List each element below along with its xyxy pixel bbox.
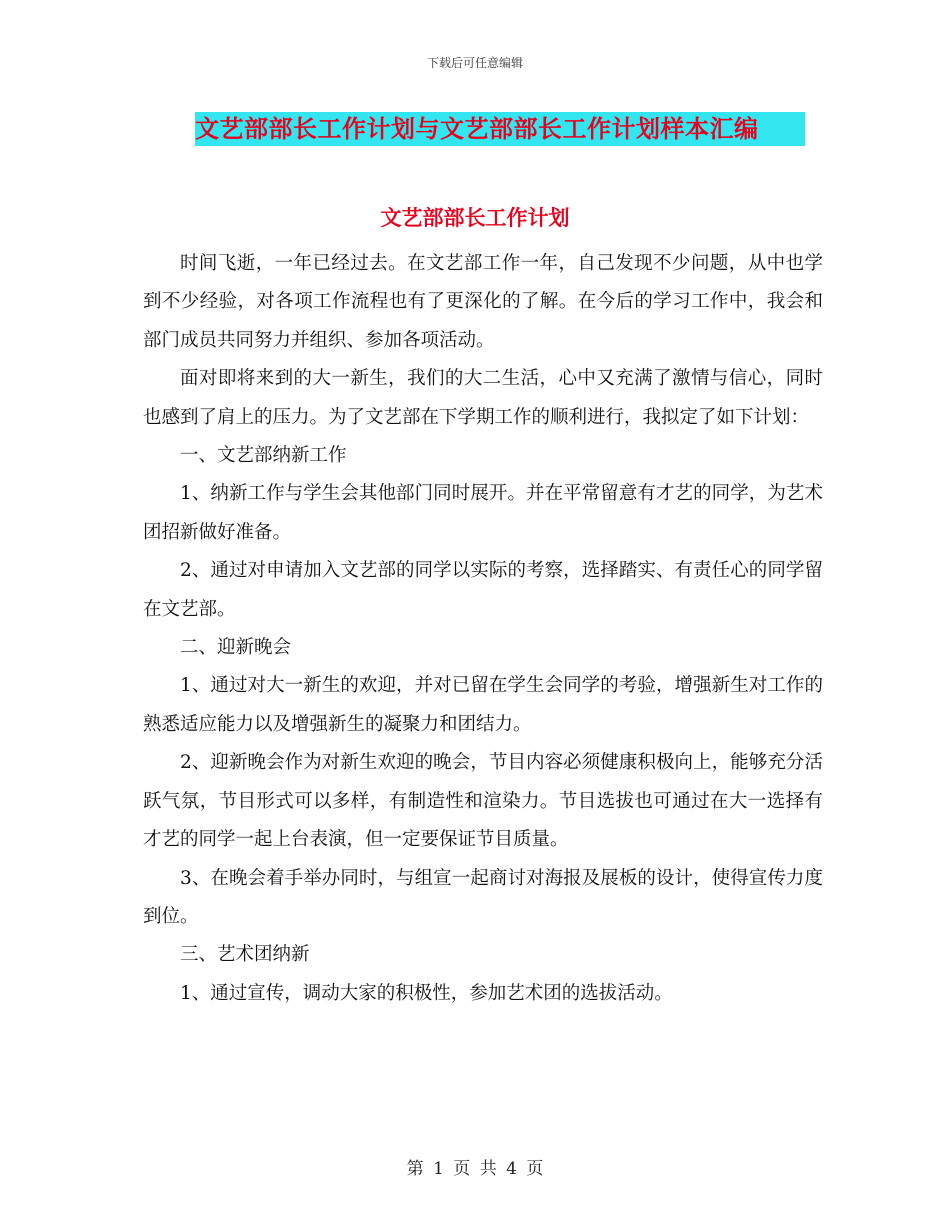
document-title: 文艺部部长工作计划与文艺部部长工作计划样本汇编 [195,115,759,143]
heading-welcome-party: 二、迎新晚会 [180,637,292,659]
paragraph-intro: 时间飞逝，一年已经过去。在文艺部工作一年，自己发现不少问题，从中也学到不少经验，对各项工作流程也有了更深化的了解。在今后的学习工作中，我会和部门成员共同努力并组织、参加各项活动。 [143,253,823,351]
paragraph-welcome-party-3: 3、在晚会着手举办同时，与组宣一起商讨对海报及展板的设计，使得宣传力度到位。 [143,867,823,927]
heading-art-troupe: 三、艺术团纳新 [180,944,310,966]
document-title-highlight [195,112,805,146]
paragraph-recruitment-2: 2、通过对申请加入文艺部的同学以实际的考察，选择踏实、有责任心的同学留在文艺部。 [143,560,823,620]
paragraph-plan-intro: 面对即将来到的大一新生，我们的大二生活，心中又充满了激情与信心，同时也感到了肩上的压力。为了文艺部在下学期工作的顺利进行，我拟定了如下计划： [143,368,823,428]
page-footer: 第 1 页 共 4 页 [406,1159,544,1179]
document-body [143,245,823,1013]
section-title: 文艺部部长工作计划 [380,206,570,230]
paragraph-art-troupe-1: 1、通过宣传，调动大家的积极性，参加艺术团的选拔活动。 [180,982,673,1004]
paragraph-welcome-party-2: 2、迎新晚会作为对新生欢迎的晚会，节目内容必须健康积极向上，能够充分活跃气氛，节目形式可以多样，有制造性和渲染力。节目选拔也可通过在大一选择有才艺的同学一起上台表演，但一定要保证节目质量。 [143,752,823,851]
paragraph-welcome-party-1: 1、通过对大一新生的欢迎，并对已留在学生会同学的考验，增强新生对工作的熟悉适应能力以及增强新生的凝聚力和团结力。 [143,675,823,735]
heading-recruitment: 一、文艺部纳新工作 [180,445,347,467]
header-note: 下载后可任意编辑 [426,56,523,70]
paragraph-recruitment-1: 1、纳新工作与学生会其他部门同时展开。并在平常留意有才艺的同学，为艺术团招新做好准备。 [143,483,823,543]
